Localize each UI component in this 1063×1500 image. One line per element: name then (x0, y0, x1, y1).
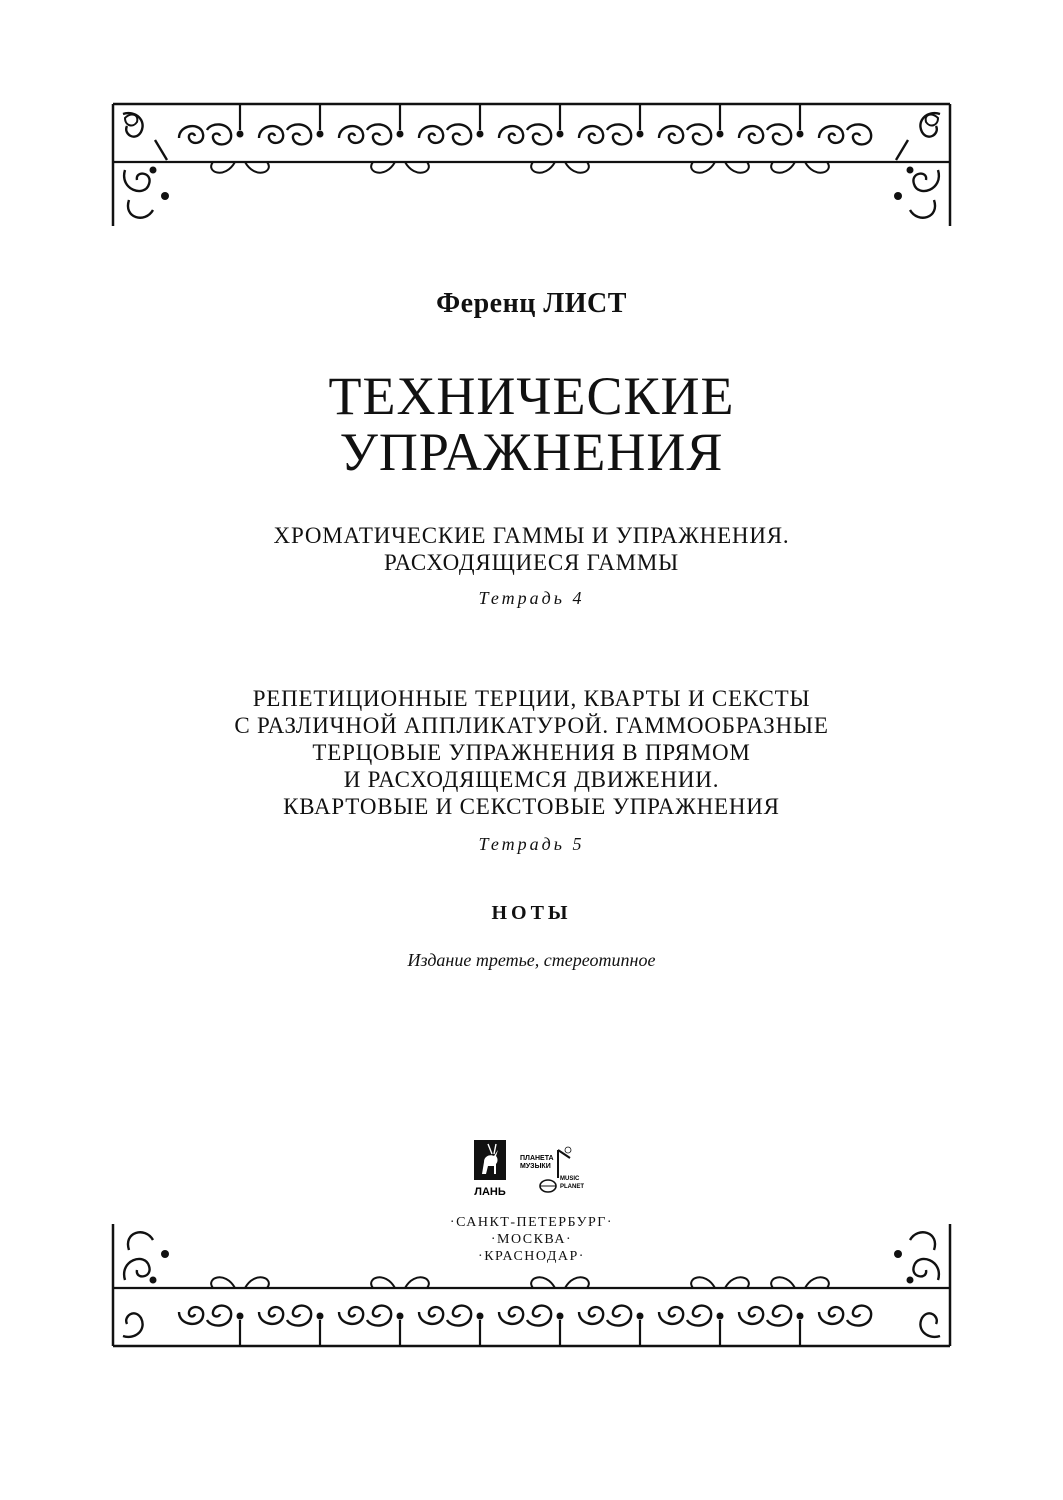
part4-subtitle (0, 522, 1063, 576)
lan-logo-label: ЛАНЬ (474, 1186, 506, 1198)
planet-label-1: ПЛАНЕТА (520, 1155, 554, 1162)
planet-label-2: МУЗЫКИ (520, 1163, 551, 1170)
city-label: ·МОСКВА· (490, 1232, 573, 1247)
author-name: Ференц ЛИСТ (436, 288, 627, 319)
ornament-border-top-icon (105, 100, 958, 230)
notes-label: НОТЫ (491, 902, 572, 924)
book-title-line: УПРАЖНЕНИЯ (339, 422, 724, 482)
music-label-2: PLANET (560, 1184, 584, 1190)
part5-subtitle-line: С РАЗЛИЧНОЙ АППЛИКАТУРОЙ. ГАММООБРАЗНЫЕ (234, 713, 829, 738)
book-title-line: ТЕХНИЧЕСКИЕ (328, 366, 735, 426)
part5-subtitle-line: РЕПЕТИЦИОННЫЕ ТЕРЦИИ, КВАРТЫ И СЕКСТЫ (252, 686, 811, 711)
part5-subtitle-line: ТЕРЦОВЫЕ УПРАЖНЕНИЯ В ПРЯМОМ (312, 740, 751, 765)
publisher-logos (474, 1140, 594, 1210)
part5-notebook-label: Тетрадь 5 (478, 834, 585, 854)
part4-subtitle-line: ХРОМАТИЧЕСКИЕ ГАММЫ И УПРАЖНЕНИЯ. (273, 523, 790, 548)
part5-subtitle-line: КВАРТОВЫЕ И СЕКСТОВЫЕ УПРАЖНЕНИЯ (283, 794, 780, 819)
book-title (0, 368, 1063, 480)
edition-label: Издание третье, стереотипное (407, 950, 656, 970)
part5-subtitle-line: И РАСХОДЯЩЕМСЯ ДВИЖЕНИИ. (343, 767, 720, 792)
part4-notebook-label: Тетрадь 4 (478, 588, 585, 608)
city-label: ·КРАСНОДАР· (478, 1249, 585, 1264)
part4-subtitle-line: РАСХОДЯЩИЕСЯ ГАММЫ (383, 550, 680, 575)
ornament-border-bottom-icon (105, 1220, 958, 1350)
music-planet-logo-icon (520, 1147, 584, 1192)
lan-deer-logo-icon (474, 1140, 506, 1198)
city-label: ·САНКТ-ПЕТЕРБУРГ· (449, 1215, 614, 1230)
music-label-1: MUSIC (560, 1176, 580, 1182)
part5-subtitle (0, 685, 1063, 820)
